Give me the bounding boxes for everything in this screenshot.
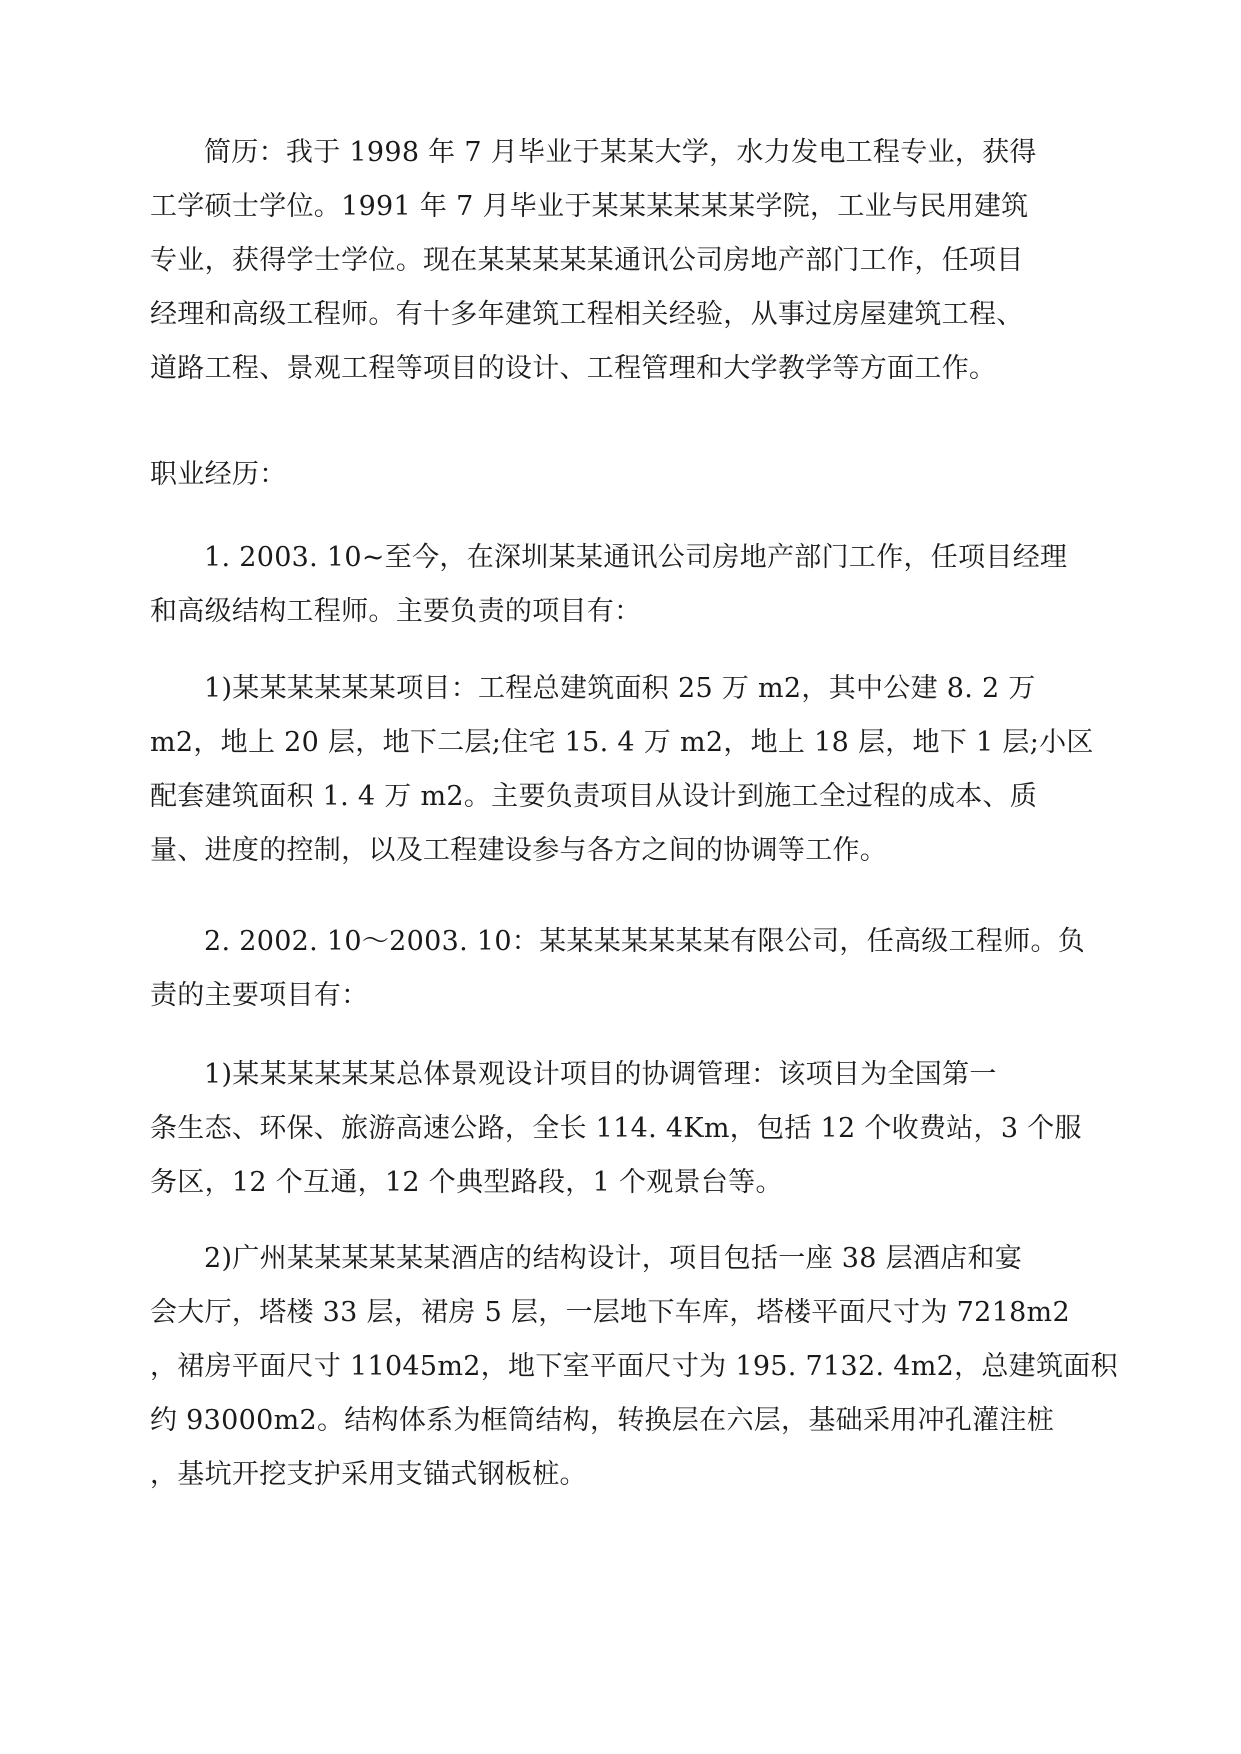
text-line: m2，地上 20 层，地下二层;住宅 15. 4 万 m2，地上 18 层，地下 1 层;小区	[150, 727, 1094, 758]
job-2-paragraph	[150, 915, 1092, 1023]
text-line: 道路工程、景观工程等项目的设计、工程管理和大学教学等方面工作。	[150, 353, 997, 384]
text-line: 经理和高级工程师。有十多年建筑工程相关经验，从事过房屋建筑工程、	[150, 299, 1024, 330]
job-2-project-2-paragraph	[150, 1232, 1118, 1502]
text-line: 专业，获得学士学位。现在某某某某某通讯公司房地产部门工作，任项目	[150, 245, 1024, 276]
resume-paragraph	[150, 126, 1092, 396]
text-line: 1. 2003. 10~至今，在深圳某某通讯公司房地产部门工作，任项目经理	[204, 542, 1068, 573]
text-line: 1)某某某某某某项目：工程总建筑面积 25 万 m2，其中公建 8. 2 万	[204, 673, 1036, 704]
text-line: 简历：我于 1998 年 7 月毕业于某某大学，水力发电工程专业，获得	[204, 137, 1037, 168]
career-heading	[150, 448, 1092, 502]
text-line: 会大厅，塔楼 33 层，裙房 5 层，一层地下车库，塔楼平面尺寸为 7218m2	[150, 1297, 1070, 1328]
text-line: 和高级结构工程师。主要负责的项目有：	[150, 596, 642, 627]
text-line: ，基坑开挖支护采用支锚式钢板桩。	[150, 1459, 587, 1490]
text-line: 约 93000m2。结构体系为框筒结构，转换层在六层，基础采用冲孔灌注桩	[150, 1405, 1055, 1436]
text-line: 责的主要项目有：	[150, 980, 369, 1011]
text-line: 2. 2002. 10～2003. 10：某某某某某某某有限公司，任高级工程师。负	[204, 926, 1086, 957]
job-1-paragraph	[150, 531, 1092, 639]
text-line: 量、进度的控制，以及工程建设参与各方之间的协调等工作。	[150, 835, 888, 866]
text-line: 条生态、环保、旅游高速公路，全长 114. 4Km，包括 12 个收费站，3 个服	[150, 1113, 1082, 1144]
text-line: 工学硕士学位。1991 年 7 月毕业于某某某某某某学院，工业与民用建筑	[150, 191, 1029, 222]
text-line: 1)某某某某某某总体景观设计项目的协调管理：该项目为全国第一	[204, 1059, 997, 1090]
text-line: 务区，12 个互通，12 个典型路段，1 个观景台等。	[150, 1167, 783, 1198]
text-line: 2)广州某某某某某某酒店的结构设计，项目包括一座 38 层酒店和宴	[204, 1243, 1023, 1274]
job-2-project-1-paragraph	[150, 1048, 1092, 1210]
text-line: ，裙房平面尺寸 11045m2，地下室平面尺寸为 195. 7132. 4m2，总建筑面积	[150, 1351, 1118, 1382]
text-line: 配套建筑面积 1. 4 万 m2。主要负责项目从设计到施工全过程的成本、质	[150, 781, 1038, 812]
job-1-project-1-paragraph	[150, 662, 1092, 878]
section-heading: 职业经历：	[150, 459, 287, 490]
